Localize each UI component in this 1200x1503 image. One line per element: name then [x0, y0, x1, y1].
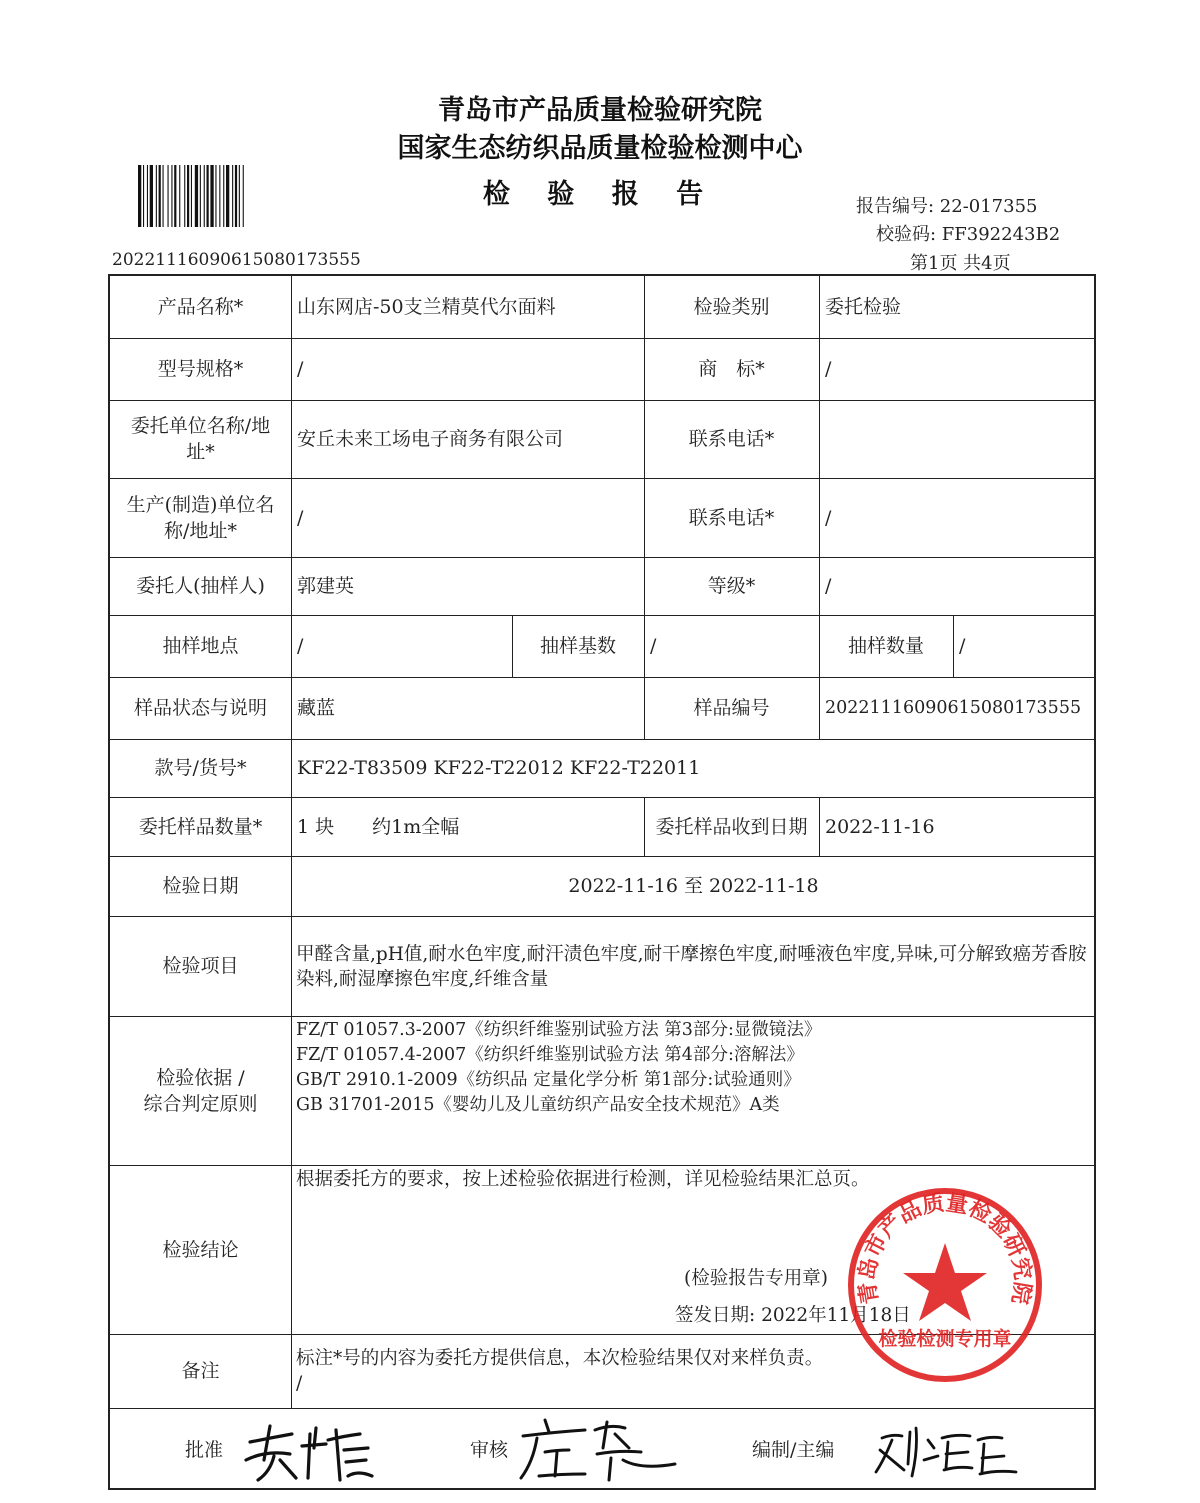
review-signature	[515, 1414, 685, 1484]
sampling-base-value: /	[650, 635, 657, 657]
items-label: 检验项目	[162, 955, 239, 977]
issue-date: 签发日期: 2022年11月18日	[675, 1305, 911, 1326]
sample-state-label: 样品状态与说明	[133, 697, 267, 719]
inspection-date-label: 检验日期	[162, 875, 239, 897]
inspection-type-label: 检验类别	[693, 296, 770, 318]
inspection-type-value: 委托检验	[825, 296, 902, 318]
sample-no-value: 20221116090615080173555	[825, 698, 1082, 718]
stamp-note: (检验报告专用章)	[684, 1268, 828, 1289]
sample-count-label: 委托样品数量*	[138, 815, 263, 838]
barcode-number: 20221116090615080173555	[112, 250, 361, 270]
client-phone-label: 联系电话*	[688, 428, 775, 450]
manufacturer-label: 生产(制造)单位名称/地址*	[126, 493, 275, 542]
product-name-label: 产品名称*	[157, 296, 244, 318]
sampling-base-label: 抽样基数	[539, 635, 616, 657]
report-number: 报告编号: 22-017355	[856, 196, 1038, 217]
sampling-place-value: /	[297, 635, 304, 657]
sampling-qty-label: 抽样数量	[847, 635, 924, 657]
remarks-label: 备注	[181, 1360, 220, 1382]
sampling-place-label: 抽样地点	[162, 635, 239, 657]
client-phone-value	[819, 400, 1096, 478]
trademark-label: 商 标*	[698, 358, 765, 380]
product-name-value: 山东网店-50支兰精莫代尔面料	[297, 296, 556, 318]
grade-value: /	[825, 575, 832, 597]
remarks-line2: /	[296, 1373, 303, 1394]
approve-label: 批准	[185, 1439, 224, 1461]
basis-line: FZ/T 01057.4-2007《纺织纤维鉴别试验方法 第4部分:溶解法》	[296, 1045, 804, 1065]
manufacturer-phone-value: /	[825, 506, 832, 529]
manufacturer-value: /	[297, 506, 304, 529]
svg-text:检验检测专用章: 检验检测专用章	[878, 1328, 1012, 1350]
items-value: 甲醛含量,pH值,耐水色牢度,耐汗渍色牢度,耐干摩擦色牢度,耐唾液色牢度,异味,可分解致癌芳香胺染料,耐湿摩擦色牢度,纤维含量	[296, 944, 1087, 990]
trademark-value: /	[825, 358, 832, 380]
barcode-image	[138, 165, 308, 227]
org-name-line2: 国家生态纺织品质量检验检测中心	[397, 133, 803, 164]
svg-text:青岛市产品质量检验研究院: 青岛市产品质量检验研究院	[855, 1190, 1035, 1306]
sample-state-value: 藏蓝	[297, 697, 336, 719]
received-date-label: 委托样品收到日期	[655, 815, 808, 838]
sampler-value: 郭建英	[297, 575, 355, 597]
remarks-line1: 标注*号的内容为委托方提供信息，本次检验结果仅对来样负责。	[296, 1348, 824, 1369]
grade-label: 等级*	[707, 575, 756, 597]
client-value: 安丘未来工场电子商务有限公司	[297, 428, 564, 450]
client-label: 委托单位名称/地址*	[130, 415, 271, 463]
style-no-label: 款号/货号*	[154, 757, 247, 779]
conclusion-text: 根据委托方的要求，按上述检验依据进行检测，详见检验结果汇总页。	[296, 1169, 870, 1190]
manufacturer-phone-label: 联系电话*	[688, 506, 775, 529]
compile-label: 编制/主编	[752, 1439, 835, 1461]
review-label: 审核	[470, 1439, 509, 1461]
approve-signature	[240, 1420, 380, 1488]
conclusion-label: 检验结论	[162, 1238, 239, 1261]
style-no-value: KF22-T83509 KF22-T22012 KF22-T22011	[297, 757, 701, 779]
org-name-line1: 青岛市产品质量检验研究院	[438, 95, 762, 126]
report-title: 检 验 报 告	[482, 179, 718, 210]
basis-line: GB/T 2910.1-2009《纺织品 定量化学分析 第1部分:试验通则》	[296, 1070, 801, 1090]
inspection-seal	[845, 1185, 1045, 1385]
basis-line: FZ/T 01057.3-2007《纺织纤维鉴别试验方法 第3部分:显微镜法》	[296, 1020, 822, 1040]
page-info: 第1页 共4页	[910, 253, 1011, 274]
basis-label: 检验依据 / 综合判定原则	[143, 1066, 258, 1115]
model-label: 型号规格*	[157, 358, 244, 380]
inspection-date-value: 2022-11-16 至 2022-11-18	[568, 875, 819, 897]
sampling-qty-value: /	[959, 635, 966, 657]
model-value: /	[297, 358, 304, 380]
compile-signature	[872, 1420, 1022, 1484]
sample-no-label: 样品编号	[693, 697, 770, 719]
sampler-label: 委托人(抽样人)	[136, 575, 265, 597]
basis-line: GB 31701-2015《婴幼儿及儿童纺织产品安全技术规范》A类	[296, 1095, 780, 1115]
check-code: 校验码: FF392243B2	[876, 224, 1061, 245]
received-date-value: 2022-11-16	[825, 815, 935, 838]
sample-count-value: 1 块 约1m全幅	[297, 815, 460, 838]
